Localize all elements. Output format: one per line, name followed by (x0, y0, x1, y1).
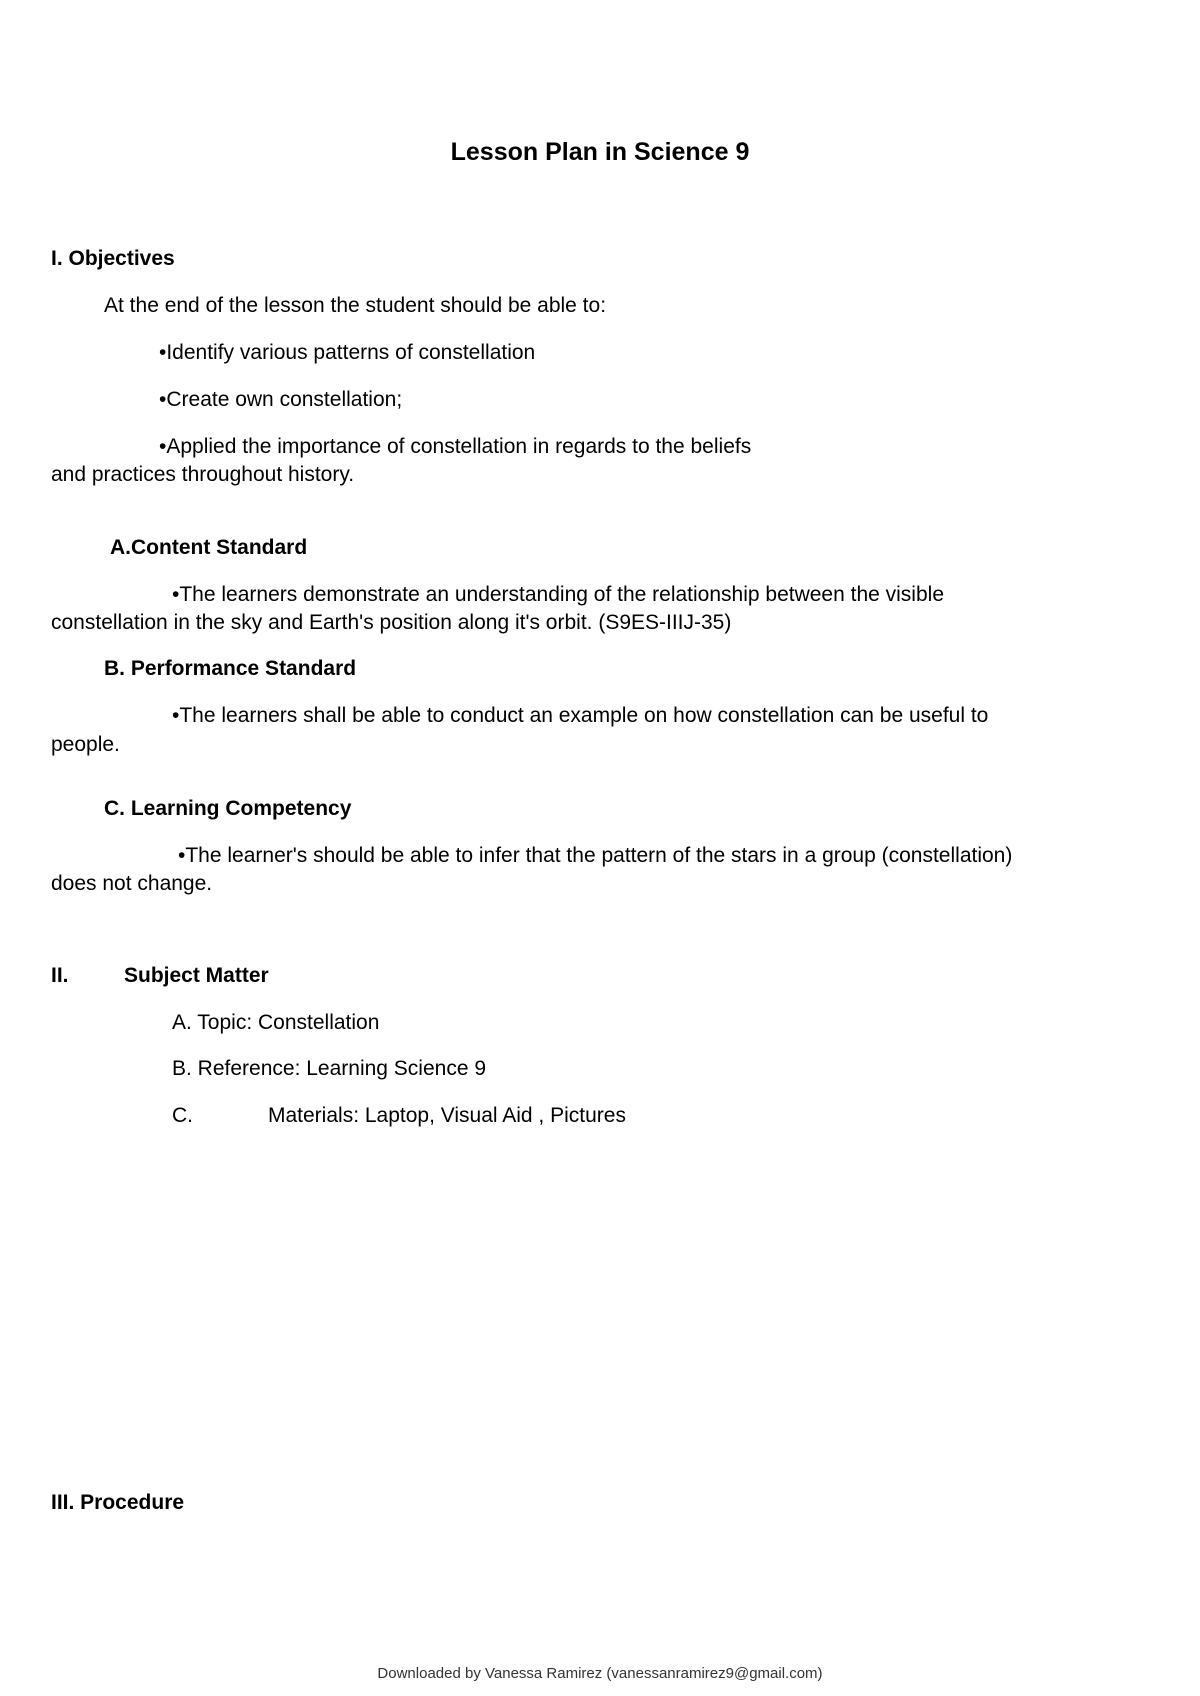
subject-matter-heading: Subject Matter (124, 964, 269, 987)
performance-standard-line-1: •The learners shall be able to conduct an example on how constellation can be useful to (172, 704, 989, 727)
page-title: Lesson Plan in Science 9 (450, 138, 750, 166)
download-footer: Downloaded by Vanessa Ramirez (vanessanramirez9@gmail.com) (377, 1665, 823, 1682)
subject-matter-numeral: II. (51, 964, 69, 987)
objectives-intro: At the end of the lesson the student should be able to: (104, 294, 607, 317)
subject-matter-topic: A. Topic: Constellation (172, 1011, 380, 1034)
objective-item-3-continued: and practices throughout history. (51, 463, 355, 486)
content-standard-line-1: •The learners demonstrate an understanding of the relationship between the visible (172, 583, 944, 606)
objective-item-1: •Identify various patterns of constellation (159, 341, 536, 364)
objectives-heading: I. Objectives (51, 247, 175, 270)
subject-matter-materials-letter: C. (172, 1104, 193, 1127)
learning-competency-line-2: does not change. (51, 872, 213, 895)
learning-competency-heading: C. Learning Competency (104, 797, 352, 820)
content-standard-heading: A.Content Standard (110, 536, 308, 559)
learning-competency-line-1: •The learner's should be able to infer that the pattern of the stars in a group (constellation) (178, 844, 1013, 867)
objective-item-2: •Create own constellation; (159, 388, 403, 411)
subject-matter-reference: B. Reference: Learning Science 9 (172, 1057, 487, 1080)
performance-standard-heading: B. Performance Standard (104, 657, 357, 680)
objective-item-3: •Applied the importance of constellation in regards to the beliefs (159, 435, 752, 458)
content-standard-line-2: constellation in the sky and Earth's position along it's orbit. (S9ES-IIIJ-35) (51, 611, 732, 634)
procedure-heading: III. Procedure (51, 1491, 185, 1514)
subject-matter-materials: Materials: Laptop, Visual Aid , Pictures (268, 1104, 626, 1127)
performance-standard-line-2: people. (51, 733, 120, 756)
